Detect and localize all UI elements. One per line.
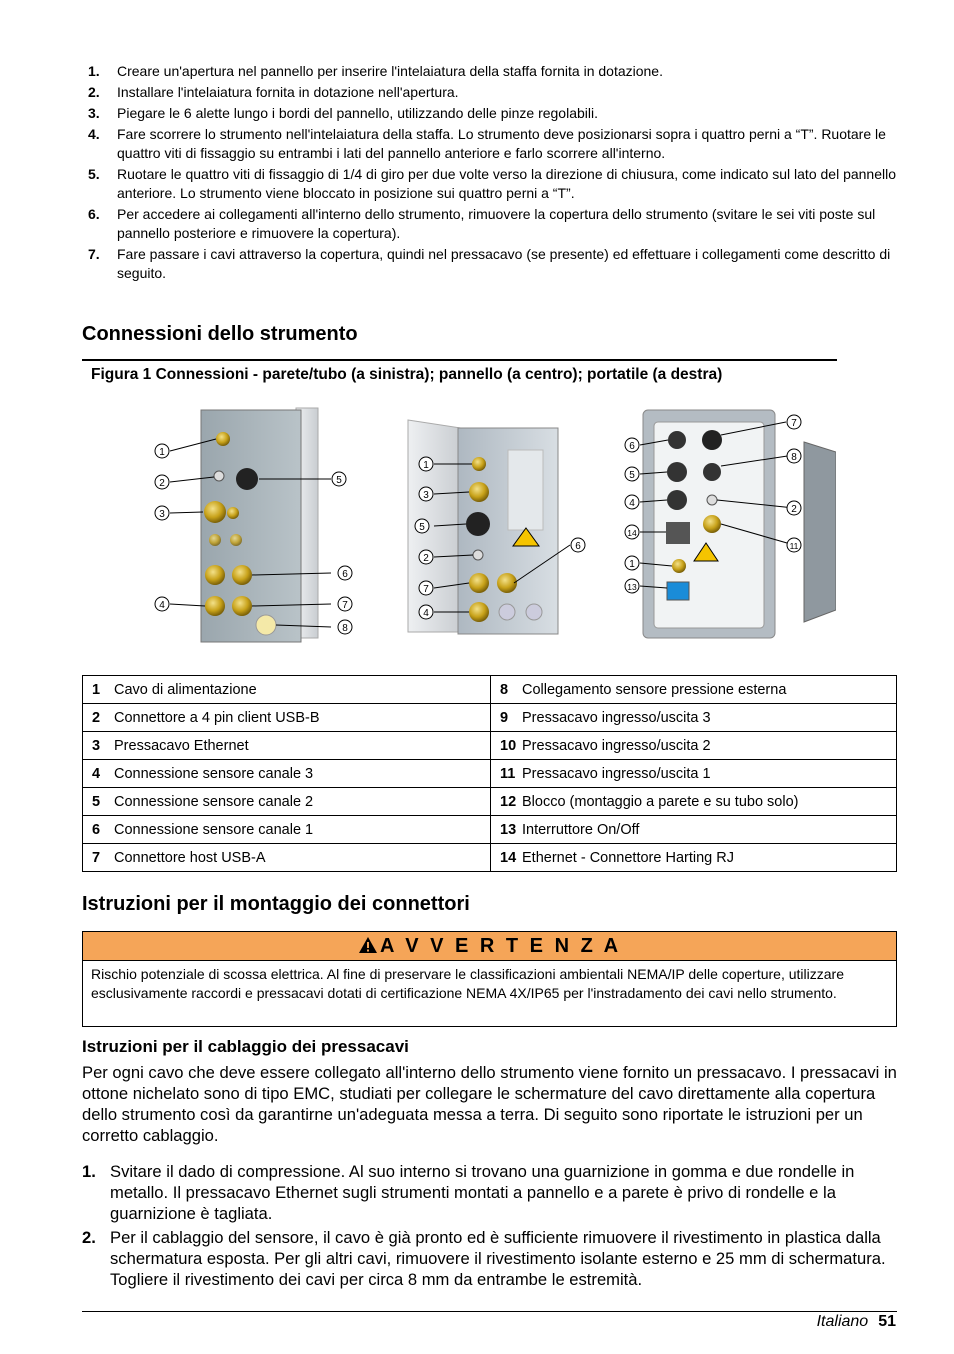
step-item: 3. Piegare le 6 alette lungo i bordi del pannello, utilizzando delle pinze regolabili. <box>88 105 598 121</box>
figure-caption: Figura 1 Connessioni - parete/tubo (a sinistra); pannello (a centro); portatile (a destra) <box>91 366 723 383</box>
callout-label: 1 <box>423 460 429 471</box>
legend-cell: 5 Connessione sensore canale 2 <box>83 788 491 816</box>
callout-label: 14 <box>627 528 637 538</box>
callout-label: 4 <box>629 498 635 509</box>
footer-rule <box>82 1311 897 1312</box>
step-item: 2. Installare l'intelaiatura fornita in dotazione nell'apertura. <box>88 84 459 100</box>
callout-label: 6 <box>629 441 635 452</box>
callout-label: 4 <box>423 608 429 619</box>
callout-label: 4 <box>159 600 165 611</box>
table-row <box>83 676 897 704</box>
panel-mount-unit <box>408 420 585 634</box>
step-item: 4. Fare scorrere lo strumento nell'intelaiatura della staffa. Lo strumento deve posizionarsi sopra i quattro perni a “T”. Ruotare le quattro viti di fissaggio su entrambi i lati del pannello anteriore e farlo scorrere all'interno. <box>88 126 886 161</box>
subsection-title: Istruzioni per il cablaggio dei pressacavi <box>82 1037 409 1056</box>
legend-cell: 14 Ethernet - Connettore Harting RJ <box>491 844 897 872</box>
table-row <box>83 816 897 844</box>
callout-label: 7 <box>342 600 348 611</box>
callout-label: 6 <box>575 541 581 552</box>
callout-label: 8 <box>791 452 797 463</box>
legend-cell: 2 Connettore a 4 pin client USB-B <box>83 704 491 732</box>
legend-cell: 1 Cavo di alimentazione <box>83 676 491 704</box>
callout-label: 8 <box>342 623 348 634</box>
step-item: 2. Per il cablaggio del sensore, il cavo è già pronto ed è sufficiente rimuovere il rivestimento in plastica dalla schermatura esposta. Per gli altri cavi, rimuovere il rivestimento isolante esterno e 25 mm di schermatura. Togliere il rivestimento dei cavi per circa 8 mm da entrambe le estremità. <box>82 1228 886 1289</box>
step-item: 6. Per accedere ai collegamenti all'interno dello strumento, rimuovere la copertura dello strumento (svitare le sei viti poste sul pannello posteriore e rimuovere la copertura). <box>88 206 876 241</box>
legend-cell: 8 Collegamento sensore pressione esterna <box>491 676 897 704</box>
step-item: 1. Creare un'apertura nel pannello per inserire l'intelaiatura della staffa fornita in dotazione. <box>88 63 663 79</box>
legend-cell: 3 Pressacavo Ethernet <box>83 732 491 760</box>
callout-label: 7 <box>791 418 797 429</box>
page-number: 51 <box>878 1313 896 1330</box>
callout-label: 3 <box>159 509 165 520</box>
legend-cell: 9 Pressacavo ingresso/uscita 3 <box>491 704 897 732</box>
legend-cell: 13 Interruttore On/Off <box>491 816 897 844</box>
callout-label: 13 <box>627 582 637 592</box>
wiring-steps <box>82 1161 897 1293</box>
callout-label: 3 <box>423 490 429 501</box>
legend-cell: 12 Blocco (montaggio a parete e su tubo solo) <box>491 788 897 816</box>
table-row <box>83 788 897 816</box>
callout-label: 5 <box>629 470 635 481</box>
table-row <box>83 760 897 788</box>
footer-language: Italiano <box>816 1313 869 1330</box>
legend-cell: 4 Connessione sensore canale 3 <box>83 760 491 788</box>
legend-cell: 10 Pressacavo ingresso/uscita 2 <box>491 732 897 760</box>
installation-steps <box>88 62 898 285</box>
warning-triangle-icon <box>358 936 378 954</box>
wall-mount-unit <box>155 408 352 642</box>
step-item: 5. Ruotare le quattro viti di fissaggio di 1/4 di giro per due volte verso la direzione di chiusura, come indicato sul lato del pannello anteriore. Lo strumento viene bloccato in posizione sui quattro perni a “T”. <box>88 166 897 201</box>
callout-label: 2 <box>159 478 165 489</box>
table-row <box>83 732 897 760</box>
legend-cell: 7 Connettore host USB-A <box>83 844 491 872</box>
warning-box <box>82 931 897 1027</box>
section-title-connector-assembly: Istruzioni per il montaggio dei connettori <box>82 893 470 915</box>
figure-legend-table <box>82 675 897 872</box>
callout-label: 5 <box>419 522 425 533</box>
table-row <box>83 704 897 732</box>
page-footer <box>817 1313 896 1331</box>
callout-label: 2 <box>791 504 797 515</box>
step-item: 1. Svitare il dado di compressione. Al suo interno si trovano una guarnizione in gomma e due rondelle in metallo. Il pressacavo Ethernet sugli strumenti montati a pannello e a parete è privo di rondelle e la guarnizione è tagliata. <box>82 1162 855 1223</box>
warning-header <box>83 932 896 961</box>
section-rule <box>82 359 837 361</box>
callout-label: 2 <box>423 553 429 564</box>
warning-title: A V V E R T E N Z A <box>379 935 622 957</box>
callout-label: 6 <box>342 569 348 580</box>
table-row <box>83 844 897 872</box>
step-item: 7. Fare passare i cavi attraverso la copertura, quindi nel pressacavo (se presente) ed effettuare i collegamenti come descritto di seguito. <box>88 246 891 281</box>
legend-cell: 11 Pressacavo ingresso/uscita 1 <box>491 760 897 788</box>
body-paragraph: Per ogni cavo che deve essere collegato all'interno dello strumento viene fornito un pressacavo. I pressacavi in ottone nichelato sono di tipo EMC, studiati per collegare le schermature del cavo direttamente alla copertura dello strumento così da garantirne un'adeguata messa a terra. Di seguito sono riportate le istruzioni per un corretto cablaggio. <box>82 1063 897 1145</box>
callout-label: 1 <box>159 447 165 458</box>
warning-text: Rischio potenziale di scossa elettrica. Al fine di preservare le classificazioni ambientali NEMA/IP delle coperture, utilizzare esclusivamente raccordi e pressacavi dotati di certificazione NEMA 4X/IP65 per l'instradamento dei cavi nello strumento. <box>91 966 844 1001</box>
callout-label: 5 <box>336 475 342 486</box>
callout-label: 11 <box>789 541 799 551</box>
callout-label: 7 <box>423 584 429 595</box>
connections-figure <box>146 400 836 658</box>
portable-unit <box>625 410 836 638</box>
section-title-connections: Connessioni dello strumento <box>82 323 358 345</box>
callout-label: 1 <box>629 559 635 570</box>
legend-cell: 6 Connessione sensore canale 1 <box>83 816 491 844</box>
